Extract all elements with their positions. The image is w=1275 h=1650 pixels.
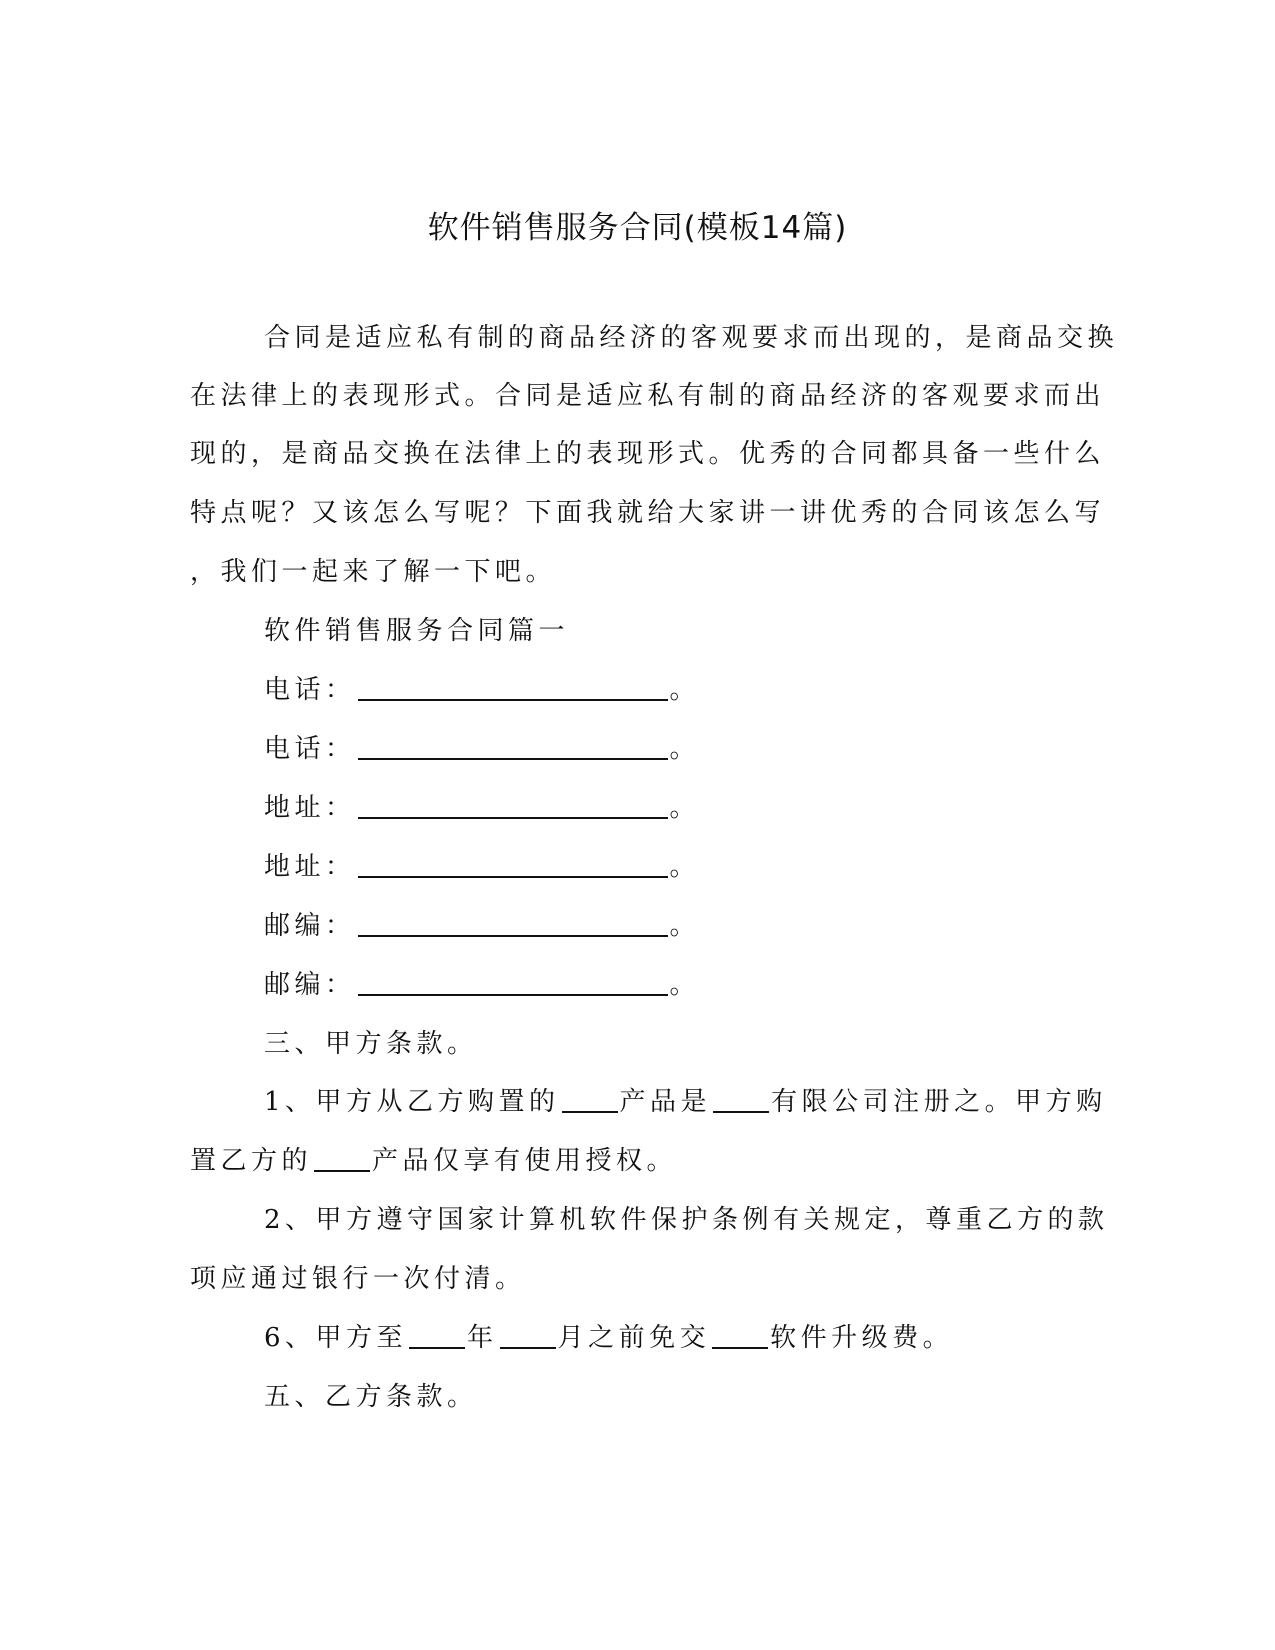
intro-line-1: 合同是适应私有制的商品经济的客观要求而出现的，是商品交换 [264, 323, 1119, 353]
clause-1-line-2 [190, 1141, 677, 1181]
field-label: 地址： [264, 793, 356, 823]
field-end: 。 [669, 675, 701, 705]
field-end: 。 [669, 911, 701, 941]
field-label: 邮编： [264, 911, 356, 941]
fill-in-blank [314, 1170, 370, 1172]
clause-text: 软件升级费。 [770, 1323, 954, 1353]
clause-text: 产品仅享有使用授权。 [372, 1146, 678, 1176]
fill-in-blank [358, 994, 668, 996]
fill-in-blank [409, 1347, 465, 1349]
clause-text: 有限公司注册之。甲方购 [771, 1087, 1107, 1117]
field-end: 。 [669, 852, 701, 882]
clause-text: 产品是 [619, 1087, 712, 1117]
fill-in-blank [712, 1347, 768, 1349]
field-end: 。 [669, 970, 701, 1000]
field-end: 。 [669, 734, 701, 764]
party-b-heading: 五、乙方条款。 [264, 1382, 478, 1412]
intro-line-2: 在法律上的表现形式。合同是适应私有制的商品经济的客观要求而出 [190, 381, 1106, 411]
clause-6 [264, 1318, 953, 1358]
clause-text: 月之前免交 [557, 1323, 711, 1353]
intro-line-3: 现的，是商品交换在法律上的表现形式。优秀的合同都具备一些什么 [190, 439, 1106, 469]
fill-in-blank [358, 935, 668, 937]
fill-in-blank [358, 699, 668, 701]
field-label: 邮编： [264, 970, 356, 1000]
field-label: 电话： [264, 734, 356, 764]
clause-text: 置乙方的 [190, 1146, 313, 1176]
intro-line-4: 特点呢？又该怎么写呢？下面我就给大家讲一讲优秀的合同该怎么写 [190, 498, 1106, 528]
fill-in-blank [358, 758, 668, 760]
fill-in-blank [562, 1111, 618, 1113]
field-phone-2 [264, 729, 700, 769]
clause-text: 6、甲方至 [264, 1323, 408, 1353]
party-a-heading: 三、甲方条款。 [264, 1029, 478, 1059]
intro-line-5: ，我们一起来了解一下吧。 [190, 557, 557, 587]
field-address-2 [264, 847, 700, 887]
field-address-1 [264, 788, 700, 828]
field-end: 。 [669, 793, 701, 823]
clause-1-line-1 [264, 1082, 1107, 1122]
fill-in-blank [358, 817, 668, 819]
clause-2-line-1: 2、甲方遵守国家计算机软件保护条例有关规定，尊重乙方的款 [264, 1205, 1109, 1235]
clause-text: 年 [467, 1323, 498, 1353]
fill-in-blank [713, 1111, 769, 1113]
document-title: 软件销售服务合同(模板14篇) [427, 210, 848, 246]
clause-text: 1、甲方从乙方购置的 [264, 1087, 560, 1117]
fill-in-blank [500, 1347, 556, 1349]
field-phone-1 [264, 670, 700, 710]
section-heading: 软件销售服务合同篇一 [264, 616, 570, 646]
field-postcode-1 [264, 906, 700, 946]
field-label: 地址： [264, 852, 356, 882]
clause-2-line-2: 项应通过银行一次付清。 [190, 1264, 526, 1294]
field-postcode-2 [264, 965, 700, 1005]
fill-in-blank [358, 876, 668, 878]
field-label: 电话： [264, 675, 356, 705]
